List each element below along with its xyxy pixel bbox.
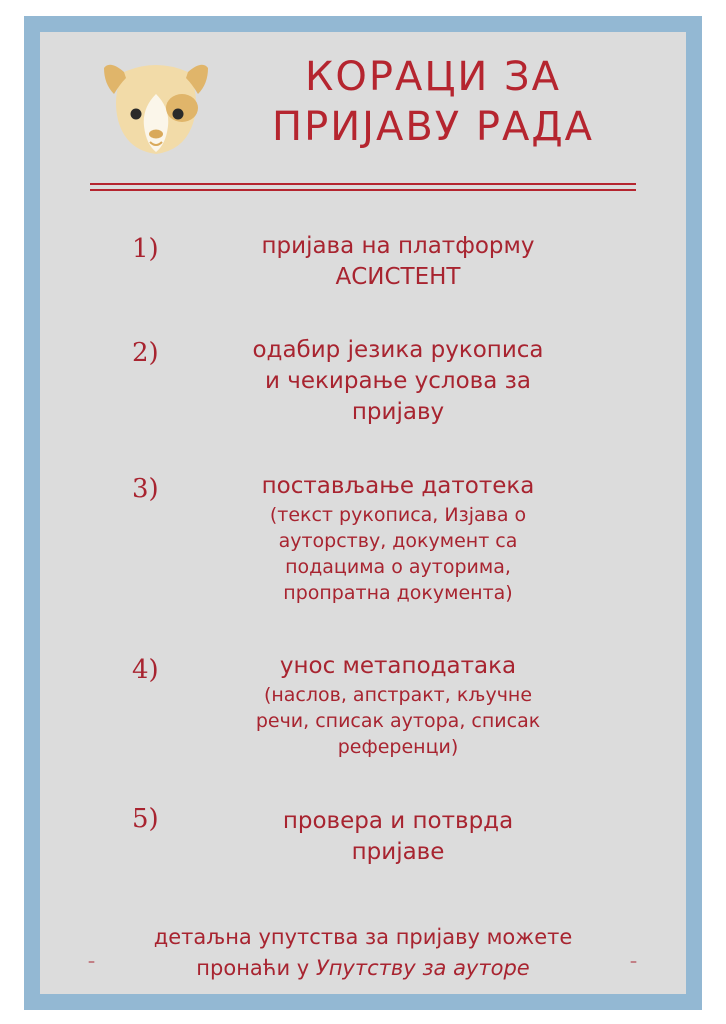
step-1-line: пријава на платформу [261, 233, 535, 259]
divider-line [90, 189, 636, 191]
step-3-line: постављање датотека [261, 473, 535, 499]
step-1-line: АСИСТЕНТ [335, 264, 461, 290]
footer-line-1: детаљна упутства за пријаву можете [153, 925, 573, 949]
step-number-1: 1) [132, 234, 159, 264]
title-line-2: ПРИЈАВУ РАДА [272, 104, 594, 150]
instruction-card [40, 32, 686, 994]
step-number-3: 3) [132, 474, 159, 504]
step-number-5: 5) [132, 804, 159, 834]
step-2-line: одабир језика рукописа [252, 337, 544, 363]
footer-note [110, 922, 616, 984]
step-2-line: и чекирање услова за [265, 368, 531, 394]
step-4-detail: (наслов, апстракт, кључне [263, 684, 533, 706]
step-number-4: 4) [132, 655, 159, 685]
divider-line [90, 183, 636, 185]
page-title [224, 52, 642, 152]
step-5 [208, 806, 588, 868]
dog-face-icon [102, 54, 210, 158]
step-4 [208, 651, 588, 760]
title-line-1: КОРАЦИ ЗА [304, 54, 562, 100]
step-5-line: провера и потврда [282, 808, 514, 834]
step-3-detail: пропратна документа) [283, 582, 513, 604]
authors-guide-reference: Упутству за ауторе [315, 956, 530, 980]
footer-dash-right: – [630, 954, 637, 970]
step-4-line: унос метаподатака [279, 653, 517, 679]
step-2 [208, 335, 588, 428]
step-3 [208, 471, 588, 606]
step-3-detail: (текст рукописа, Изјава о [269, 504, 527, 526]
step-4-detail: референци) [337, 736, 459, 758]
footer-dash-left: – [88, 954, 95, 970]
step-3-detail: ауторству, документ са [278, 530, 518, 552]
step-1 [208, 231, 588, 293]
footer-line-2-prefix: пронаћи у [196, 956, 316, 980]
step-5-line: пријаве [351, 839, 445, 865]
step-3-detail: подацима о ауторима, [285, 556, 511, 578]
step-number-2: 2) [132, 338, 159, 368]
step-4-detail: речи, списак аутора, списак [255, 710, 541, 732]
step-2-line: пријаву [351, 399, 445, 425]
